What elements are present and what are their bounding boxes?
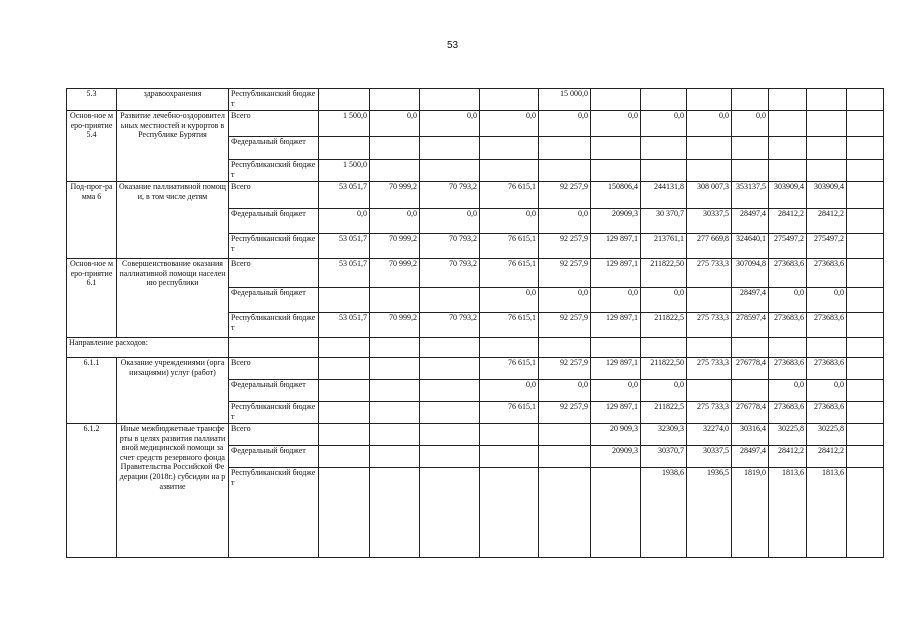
funding-source: Федеральный бюджет [229, 380, 319, 402]
amount-cell: 129 897,1 [591, 259, 641, 288]
amount-cell [539, 446, 591, 468]
amount-cell: 307094,8 [732, 259, 769, 288]
table-row [67, 424, 884, 446]
amount-cell: 244131,8 [641, 182, 687, 209]
funding-source: Всего [229, 259, 319, 288]
amount-cell: 273683,6 [769, 402, 807, 424]
empty-cell [591, 338, 641, 358]
amount-cell: 129 897,1 [591, 358, 641, 380]
amount-cell: 70 999,2 [370, 259, 420, 288]
amount-cell: 211822,50 [641, 259, 687, 288]
amount-cell: 92 257,9 [539, 234, 591, 259]
amount-cell: 324640,1 [732, 234, 769, 259]
amount-cell: 28497,4 [732, 288, 769, 313]
amount-cell: 1813,6 [769, 468, 807, 558]
amount-cell: 0,0 [591, 111, 641, 137]
amount-cell [370, 424, 420, 446]
measure-name: здравоохранения [117, 89, 229, 111]
amount-cell: 92 257,9 [539, 358, 591, 380]
measure-code: Основ-ное меро-приятие 6.1 [67, 259, 117, 338]
amount-cell: 0,0 [591, 288, 641, 313]
empty-cell [687, 338, 732, 358]
amount-cell: 0,0 [539, 209, 591, 234]
funding-source: Всего [229, 182, 319, 209]
amount-cell [687, 288, 732, 313]
measure-code: Под-прог-рамма 6 [67, 182, 117, 259]
measure-code: 6.1.2 [67, 424, 117, 558]
amount-cell: 0,0 [319, 209, 370, 234]
table-row [67, 358, 884, 380]
amount-cell: 28497,4 [732, 209, 769, 234]
amount-cell [769, 137, 807, 160]
amount-cell [539, 424, 591, 446]
amount-cell: 0,0 [370, 209, 420, 234]
amount-cell: 0,0 [480, 380, 539, 402]
amount-cell [319, 137, 370, 160]
amount-cell: 211822,50 [641, 358, 687, 380]
amount-cell: 32274,0 [687, 424, 732, 446]
amount-cell [847, 160, 884, 182]
amount-cell: 0,0 [480, 288, 539, 313]
amount-cell: 30225,8 [807, 424, 847, 446]
amount-cell: 273683,6 [769, 313, 807, 338]
amount-cell: 30337,5 [687, 209, 732, 234]
amount-cell [480, 446, 539, 468]
amount-cell [319, 446, 370, 468]
amount-cell: 0,0 [687, 111, 732, 137]
amount-cell: 30225,8 [769, 424, 807, 446]
amount-cell [591, 137, 641, 160]
amount-cell [687, 89, 732, 111]
amount-cell [769, 111, 807, 137]
amount-cell [847, 288, 884, 313]
amount-cell: 30316,4 [732, 424, 769, 446]
amount-cell: 76 615,1 [480, 259, 539, 288]
amount-cell: 70 999,2 [370, 182, 420, 209]
amount-cell: 20909,3 [591, 209, 641, 234]
measure-code: 5.3 [67, 89, 117, 111]
funding-source: Республиканский бюджет [229, 468, 319, 558]
amount-cell: 0,0 [807, 380, 847, 402]
budget-table [66, 88, 884, 558]
amount-cell: 20909,3 [591, 446, 641, 468]
amount-cell [847, 313, 884, 338]
amount-cell [420, 288, 480, 313]
amount-cell [420, 358, 480, 380]
empty-cell [807, 338, 847, 358]
amount-cell: 273683,6 [807, 313, 847, 338]
amount-cell [847, 259, 884, 288]
amount-cell [420, 468, 480, 558]
amount-cell: 303909,4 [807, 182, 847, 209]
amount-cell: 275497,2 [769, 234, 807, 259]
empty-cell [420, 338, 480, 358]
measure-name: Иные межбюджетные трансферты в целях развития паллиативной медицинской помощи за счет средств резервного фонда Правительства Российской Федерации (2018г.) субсидии на развитие [117, 424, 229, 558]
amount-cell: 76 615,1 [480, 402, 539, 424]
amount-cell [319, 358, 370, 380]
amount-cell: 70 999,2 [370, 313, 420, 338]
amount-cell [319, 424, 370, 446]
measure-code: Основ-ное меро-приятие 5.4 [67, 111, 117, 182]
table-row [67, 89, 884, 111]
amount-cell [319, 380, 370, 402]
amount-cell [847, 446, 884, 468]
amount-cell: 278597,4 [732, 313, 769, 338]
amount-cell: 0,0 [539, 111, 591, 137]
funding-source: Республиканский бюджет [229, 313, 319, 338]
direction-label: Направление расходов: [67, 338, 229, 358]
amount-cell: 273683,6 [807, 402, 847, 424]
page-number: 53 [446, 40, 459, 51]
amount-cell: 15 000,0 [539, 89, 591, 111]
amount-cell: 0,0 [641, 288, 687, 313]
funding-source: Федеральный бюджет [229, 446, 319, 468]
amount-cell [687, 137, 732, 160]
amount-cell: 1813,6 [807, 468, 847, 558]
amount-cell: 0,0 [370, 111, 420, 137]
amount-cell: 308 007,3 [687, 182, 732, 209]
funding-source: Федеральный бюджет [229, 137, 319, 160]
amount-cell [420, 446, 480, 468]
table-row [67, 259, 884, 288]
amount-cell: 76 615,1 [480, 182, 539, 209]
amount-cell: 70 793,2 [420, 182, 480, 209]
amount-cell [807, 160, 847, 182]
amount-cell [847, 209, 884, 234]
amount-cell [847, 358, 884, 380]
amount-cell [591, 160, 641, 182]
amount-cell: 277 669,8 [687, 234, 732, 259]
amount-cell: 30337,5 [687, 446, 732, 468]
amount-cell: 129 897,1 [591, 313, 641, 338]
amount-cell [539, 160, 591, 182]
amount-cell: 276778,4 [732, 402, 769, 424]
amount-cell: 0,0 [480, 209, 539, 234]
amount-cell [591, 468, 641, 558]
amount-cell: 53 051,7 [319, 313, 370, 338]
amount-cell: 92 257,9 [539, 313, 591, 338]
amount-cell [319, 468, 370, 558]
amount-cell: 213761,1 [641, 234, 687, 259]
amount-cell: 273683,6 [807, 259, 847, 288]
amount-cell: 76 615,1 [480, 358, 539, 380]
amount-cell [319, 402, 370, 424]
amount-cell: 76 615,1 [480, 234, 539, 259]
amount-cell: 275 733,3 [687, 358, 732, 380]
amount-cell: 129 897,1 [591, 402, 641, 424]
amount-cell [370, 288, 420, 313]
amount-cell: 28497,4 [732, 446, 769, 468]
funding-source: Федеральный бюджет [229, 209, 319, 234]
amount-cell [370, 358, 420, 380]
amount-cell [847, 380, 884, 402]
amount-cell: 92 257,9 [539, 259, 591, 288]
amount-cell [480, 424, 539, 446]
amount-cell [641, 137, 687, 160]
amount-cell [539, 137, 591, 160]
amount-cell [370, 402, 420, 424]
amount-cell [370, 89, 420, 111]
amount-cell: 0,0 [807, 288, 847, 313]
amount-cell: 1938,6 [641, 468, 687, 558]
amount-cell: 28412,2 [807, 209, 847, 234]
amount-cell [420, 402, 480, 424]
funding-source: Всего [229, 111, 319, 137]
amount-cell [420, 424, 480, 446]
amount-cell: 211822,5 [641, 402, 687, 424]
amount-cell: 303909,4 [769, 182, 807, 209]
amount-cell: 275497,2 [807, 234, 847, 259]
amount-cell: 0,0 [732, 111, 769, 137]
amount-cell: 0,0 [539, 288, 591, 313]
amount-cell [319, 89, 370, 111]
measure-code: 6.1.1 [67, 358, 117, 424]
empty-cell [641, 338, 687, 358]
amount-cell [732, 137, 769, 160]
amount-cell [847, 182, 884, 209]
amount-cell [420, 89, 480, 111]
amount-cell [847, 234, 884, 259]
empty-cell [847, 338, 884, 358]
amount-cell: 28412,2 [769, 209, 807, 234]
amount-cell: 1 500,0 [319, 111, 370, 137]
amount-cell [847, 402, 884, 424]
table-row [67, 182, 884, 209]
amount-cell: 1 500,0 [319, 160, 370, 182]
measure-name: Совершенствование оказания паллиативной помощи населению республики [117, 259, 229, 338]
amount-cell [480, 468, 539, 558]
amount-cell [480, 160, 539, 182]
empty-cell [732, 338, 769, 358]
funding-source: Республиканский бюджет [229, 234, 319, 259]
amount-cell: 53 051,7 [319, 234, 370, 259]
amount-cell: 0,0 [480, 111, 539, 137]
amount-cell [370, 137, 420, 160]
amount-cell: 70 793,2 [420, 313, 480, 338]
amount-cell [370, 160, 420, 182]
measure-name: Развитие лечебно-оздоровительных местностей и курортов в Республике Бурятия [117, 111, 229, 182]
amount-cell [807, 111, 847, 137]
amount-cell [420, 380, 480, 402]
funding-source: Республиканский бюджет [229, 89, 319, 111]
amount-cell [847, 424, 884, 446]
amount-cell: 129 897,1 [591, 234, 641, 259]
amount-cell: 0,0 [420, 111, 480, 137]
amount-cell [687, 380, 732, 402]
amount-cell [420, 160, 480, 182]
amount-cell [370, 446, 420, 468]
empty-cell [229, 338, 319, 358]
amount-cell [732, 160, 769, 182]
funding-source: Всего [229, 358, 319, 380]
amount-cell: 0,0 [420, 209, 480, 234]
measure-name: Оказание учреждениями (организациями) услуг (работ) [117, 358, 229, 424]
table-row [67, 111, 884, 137]
funding-source: Республиканский бюджет [229, 402, 319, 424]
amount-cell [370, 468, 420, 558]
amount-cell: 70 999,2 [370, 234, 420, 259]
amount-cell: 92 257,9 [539, 402, 591, 424]
amount-cell: 273683,6 [807, 358, 847, 380]
measure-name: Оказание паллиативной помощи, в том числе детям [117, 182, 229, 259]
funding-source: Всего [229, 424, 319, 446]
amount-cell: 70 793,2 [420, 259, 480, 288]
amount-cell [641, 89, 687, 111]
amount-cell [732, 89, 769, 111]
amount-cell: 28412,2 [769, 446, 807, 468]
amount-cell [420, 137, 480, 160]
amount-cell [847, 137, 884, 160]
amount-cell [370, 380, 420, 402]
amount-cell: 150806,4 [591, 182, 641, 209]
amount-cell: 0,0 [539, 380, 591, 402]
amount-cell [319, 288, 370, 313]
empty-cell [370, 338, 420, 358]
amount-cell: 276778,4 [732, 358, 769, 380]
amount-cell: 273683,6 [769, 358, 807, 380]
amount-cell: 92 257,9 [539, 182, 591, 209]
amount-cell: 211822,5 [641, 313, 687, 338]
amount-cell: 30370,7 [641, 446, 687, 468]
amount-cell [807, 89, 847, 111]
funding-source: Республиканский бюджет [229, 160, 319, 182]
amount-cell [641, 160, 687, 182]
empty-cell [769, 338, 807, 358]
amount-cell: 70 793,2 [420, 234, 480, 259]
amount-cell: 53 051,7 [319, 259, 370, 288]
amount-cell: 32309,3 [641, 424, 687, 446]
funding-source: Федеральный бюджет [229, 288, 319, 313]
amount-cell: 30 370,7 [641, 209, 687, 234]
amount-cell [480, 137, 539, 160]
amount-cell [807, 137, 847, 160]
amount-cell: 273683,6 [769, 259, 807, 288]
empty-cell [539, 338, 591, 358]
budget-table-body [67, 89, 884, 558]
amount-cell [480, 89, 539, 111]
empty-cell [319, 338, 370, 358]
amount-cell [769, 160, 807, 182]
amount-cell: 275 733,3 [687, 313, 732, 338]
amount-cell: 1936,5 [687, 468, 732, 558]
amount-cell: 275 733,3 [687, 259, 732, 288]
amount-cell: 0,0 [591, 380, 641, 402]
direction-row [67, 338, 884, 358]
amount-cell [732, 380, 769, 402]
amount-cell: 275 733,3 [687, 402, 732, 424]
amount-cell: 0,0 [769, 288, 807, 313]
amount-cell: 0,0 [641, 111, 687, 137]
amount-cell [847, 111, 884, 137]
amount-cell [847, 468, 884, 558]
amount-cell: 0,0 [769, 380, 807, 402]
empty-cell [480, 338, 539, 358]
amount-cell [687, 160, 732, 182]
amount-cell: 76 615,1 [480, 313, 539, 338]
amount-cell: 20 909,3 [591, 424, 641, 446]
amount-cell [591, 89, 641, 111]
amount-cell: 53 051,7 [319, 182, 370, 209]
amount-cell [769, 89, 807, 111]
amount-cell: 1819,0 [732, 468, 769, 558]
amount-cell: 353137,5 [732, 182, 769, 209]
amount-cell [539, 468, 591, 558]
amount-cell: 0,0 [641, 380, 687, 402]
amount-cell: 28412,2 [807, 446, 847, 468]
amount-cell [847, 89, 884, 111]
